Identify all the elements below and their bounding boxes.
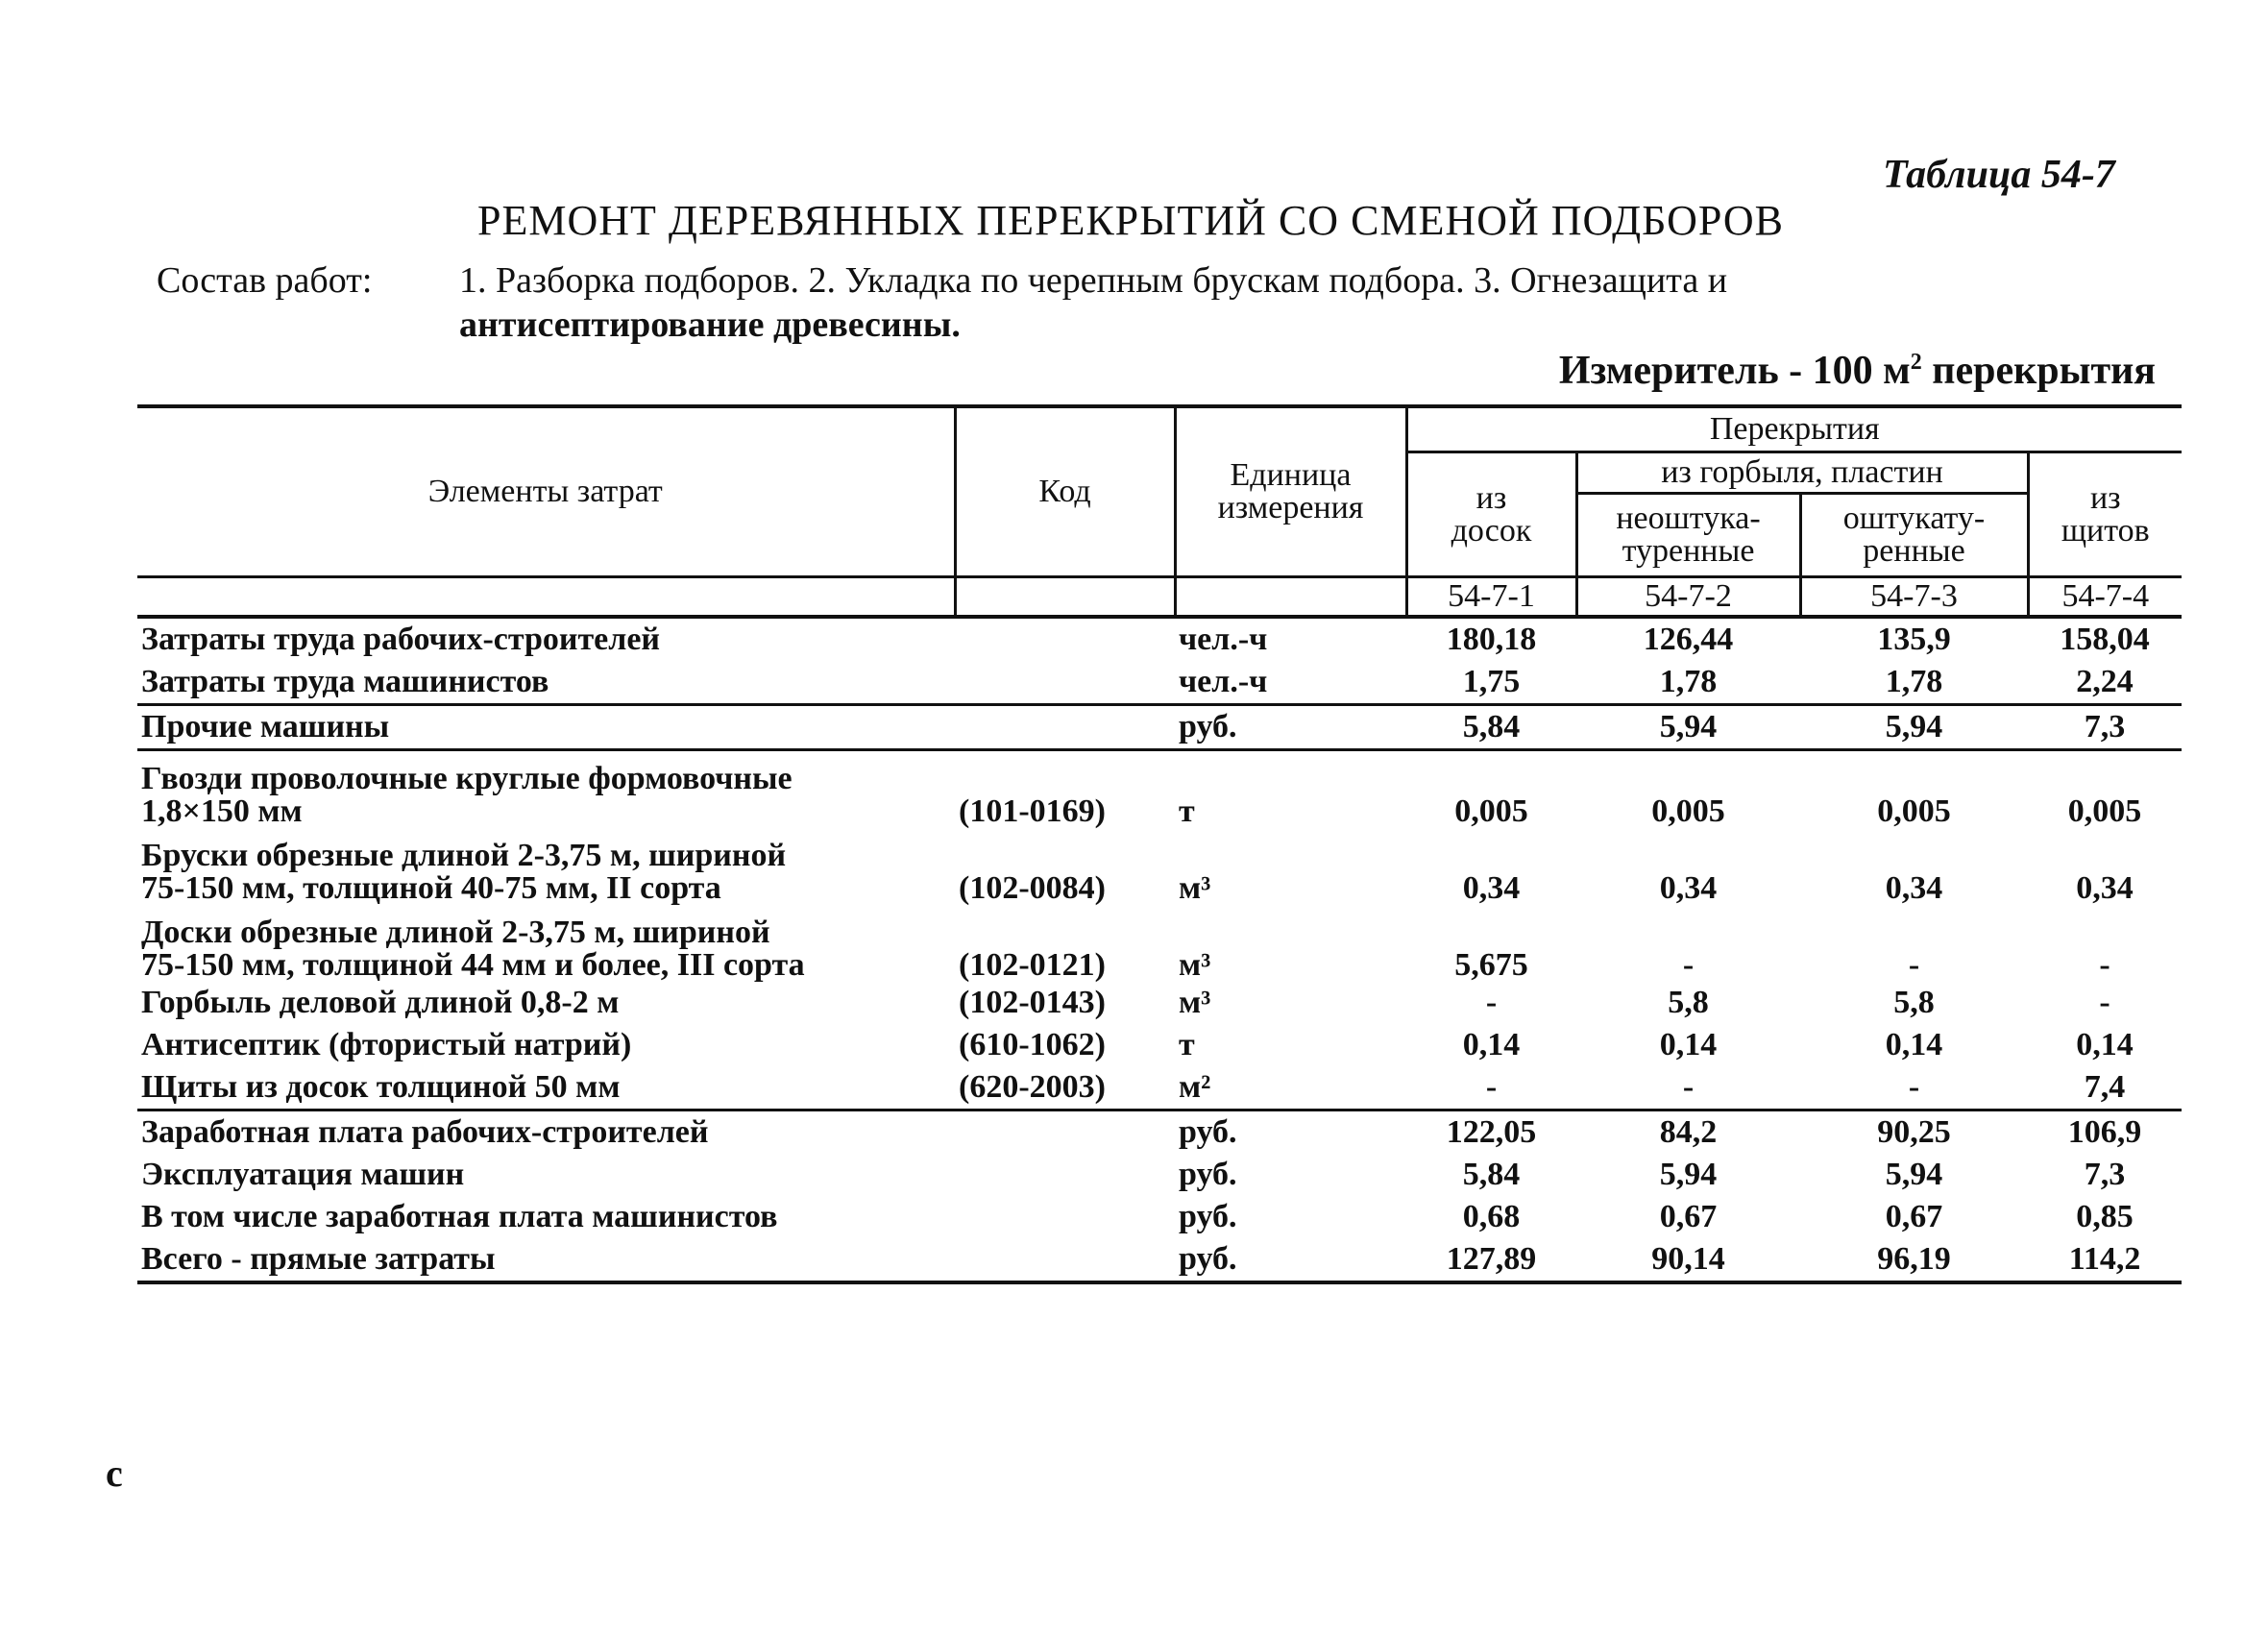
row-name: Горбыль деловой длиной 0,8-2 м (141, 985, 620, 1020)
row-value: 126,44 (1643, 622, 1734, 657)
row-unit: руб. (1175, 705, 1406, 750)
row-value: 5,94 (1885, 1157, 1943, 1192)
row-value: - (2099, 985, 2110, 1020)
row-code: (102-0143) (959, 985, 1106, 1020)
code-cell: 54-7-2 (1576, 577, 1800, 618)
measure-tail: перекрытия (1921, 349, 2156, 393)
row-value: 0,34 (1659, 870, 1718, 906)
row-name: Гвозди проволочные круглые формовочные 1,8×150 мм (141, 761, 793, 829)
row-value: 5,94 (1800, 705, 2028, 750)
row-value: 5,94 (1576, 705, 1800, 750)
row-value: 122,05 (1446, 1114, 1537, 1150)
row-value: 5,84 (1462, 1157, 1521, 1192)
page-title: РЕМОНТ ДЕРЕВЯННЫХ ПЕРЕКРЫТИЙ СО СМЕНОЙ ПОДБОРОВ (477, 197, 1784, 244)
table-row (137, 1066, 2182, 1110)
row-value: 180,18 (1446, 622, 1537, 657)
row-value: - (2099, 947, 2110, 983)
row-value: - (1800, 1066, 2028, 1110)
header-unit-l2: измерения (1217, 490, 1364, 525)
row-value: 0,14 (2076, 1027, 2134, 1062)
row-unit: руб. (1179, 1157, 1237, 1192)
table-row (137, 661, 2182, 705)
header-code: Код (955, 406, 1175, 577)
corner-mark: с (106, 1452, 123, 1495)
row-unit: руб. (1175, 1238, 1406, 1282)
row-name: Эксплуатация машин (141, 1157, 465, 1192)
table-row (137, 750, 2182, 829)
row-name: Бруски обрезные длиной 2-3,75 м, шириной 75-150 мм, толщиной 40-75 мм, II сорта (141, 838, 787, 906)
row-value: 1,78 (1576, 661, 1800, 705)
row-unit: м³ (1179, 985, 1211, 1020)
row-value: 7,3 (2028, 705, 2182, 750)
row-value: 0,005 (2067, 793, 2142, 829)
measure-sup: 2 (1910, 350, 1922, 375)
header-unit-l1: Единица (1230, 457, 1352, 493)
row-value: 0,67 (1659, 1199, 1718, 1234)
row-value: 5,84 (1406, 705, 1576, 750)
row-code (955, 1196, 1175, 1238)
row-value: - (1576, 1066, 1800, 1110)
row-value: 90,25 (1877, 1114, 1951, 1150)
table-row (137, 982, 2182, 1024)
row-unit: чел.-ч (1179, 622, 1268, 657)
row-value: 0,85 (2076, 1199, 2134, 1234)
row-value: 90,14 (1576, 1238, 1800, 1282)
row-name: Щиты из досок толщиной 50 мм (137, 1066, 955, 1110)
table-row (137, 1196, 2182, 1238)
row-name: Затраты труда рабочих-строителей (141, 622, 661, 657)
header-group-floors: Перекрытия (1406, 406, 2182, 452)
header-col1: из досок (1406, 452, 1576, 577)
header-col2: неоштука- туренные (1576, 494, 1800, 577)
table-row (137, 905, 2182, 982)
row-name: Всего - прямые затраты (137, 1238, 955, 1282)
row-unit: т (1179, 1027, 1195, 1062)
row-unit: м³ (1179, 947, 1211, 983)
header-col4: из щитов (2028, 452, 2182, 577)
row-value: 0,34 (1462, 870, 1521, 906)
row-value: 0,14 (1462, 1027, 1521, 1062)
row-unit: руб. (1179, 1199, 1237, 1234)
row-value: 135,9 (1877, 622, 1951, 657)
code-cell-empty (1175, 577, 1406, 618)
row-value: 114,2 (2028, 1238, 2182, 1282)
table-number: Таблица 54-7 (1883, 153, 2115, 197)
header-col3: оштукату- ренные (1800, 494, 2028, 577)
code-cell: 54-7-4 (2028, 577, 2182, 618)
header-elements: Элементы затрат (137, 406, 955, 577)
code-cell-empty (955, 577, 1175, 618)
row-name: Антисептик (фтористый натрий) (141, 1027, 632, 1062)
row-name: Прочие машины (137, 705, 955, 750)
row-value: - (1682, 947, 1695, 983)
row-code (955, 661, 1175, 705)
row-name: Затраты труда машинистов (137, 661, 955, 705)
measure-text: Измеритель - 100 м (1558, 349, 1911, 393)
row-value: 0,005 (1651, 793, 1725, 829)
table-body (137, 617, 2182, 1282)
row-value: 2,24 (2028, 661, 2182, 705)
row-value: - (1406, 1066, 1576, 1110)
cost-table (137, 404, 2182, 1284)
row-code (955, 1110, 1175, 1155)
row-value: - (1485, 985, 1498, 1020)
row-name: Заработная плата рабочих-строителей (141, 1114, 709, 1150)
row-value: 0,005 (1454, 793, 1528, 829)
row-code: (101-0169) (959, 793, 1106, 829)
row-value: 0,68 (1462, 1199, 1521, 1234)
row-value: 1,75 (1406, 661, 1576, 705)
row-unit: м³ (1179, 870, 1211, 906)
row-code (955, 705, 1175, 750)
row-code: (620-2003) (955, 1066, 1175, 1110)
row-unit: чел.-ч (1175, 661, 1406, 705)
code-cell: 54-7-1 (1406, 577, 1576, 618)
row-value: 96,19 (1800, 1238, 2028, 1282)
row-code (955, 1154, 1175, 1196)
row-value: 0,34 (1885, 870, 1943, 906)
row-value: 5,8 (1893, 985, 1935, 1020)
row-value: 5,94 (1659, 1157, 1718, 1192)
works-label: Состав работ: (157, 260, 373, 301)
row-code: (610-1062) (959, 1027, 1106, 1062)
row-value: 0,67 (1885, 1199, 1943, 1234)
table-row (137, 1238, 2182, 1282)
table-row (137, 617, 2182, 661)
row-value: 0,34 (2076, 870, 2134, 906)
table-row (137, 828, 2182, 905)
row-value: 5,8 (1668, 985, 1709, 1020)
table-row (137, 1154, 2182, 1196)
row-value: 1,78 (1800, 661, 2028, 705)
row-value: 7,3 (2084, 1157, 2126, 1192)
code-cell: 54-7-3 (1800, 577, 2028, 618)
table-row (137, 1024, 2182, 1066)
works-description-line1: 1. Разборка подборов. 2. Укладка по черепным брускам подбора. 3. Огнезащита и (459, 260, 1728, 301)
row-value: 0,14 (1885, 1027, 1943, 1062)
header-unit (1175, 406, 1406, 577)
row-name: Доски обрезные длиной 2-3,75 м, шириной 75-150 мм, толщиной 44 мм и более, III сорта (141, 915, 805, 983)
works-description-line2: антисептирование древесины. (459, 305, 961, 345)
row-value: 84,2 (1659, 1114, 1718, 1150)
row-unit: м² (1175, 1066, 1406, 1110)
code-cell-empty (137, 577, 955, 618)
row-code: (102-0084) (959, 870, 1106, 906)
row-unit: т (1179, 793, 1195, 829)
header-subgroup: из горбыля, пластин (1576, 452, 2028, 494)
row-value: - (1908, 947, 1920, 983)
row-value: 7,4 (2028, 1066, 2182, 1110)
table-row (137, 1110, 2182, 1155)
row-value: 106,9 (2067, 1114, 2142, 1150)
row-value: 0,14 (1659, 1027, 1718, 1062)
table-row (137, 705, 2182, 750)
row-code: (102-0121) (959, 947, 1106, 983)
row-value: 5,675 (1454, 947, 1528, 983)
measure-unit (1559, 348, 2156, 394)
row-code (955, 617, 1175, 661)
row-code (955, 1238, 1175, 1282)
row-name: В том числе заработная плата машинистов (141, 1199, 778, 1234)
row-value: 0,005 (1877, 793, 1951, 829)
row-value: 158,04 (2060, 622, 2150, 657)
row-value: 127,89 (1406, 1238, 1576, 1282)
row-unit: руб. (1179, 1114, 1237, 1150)
